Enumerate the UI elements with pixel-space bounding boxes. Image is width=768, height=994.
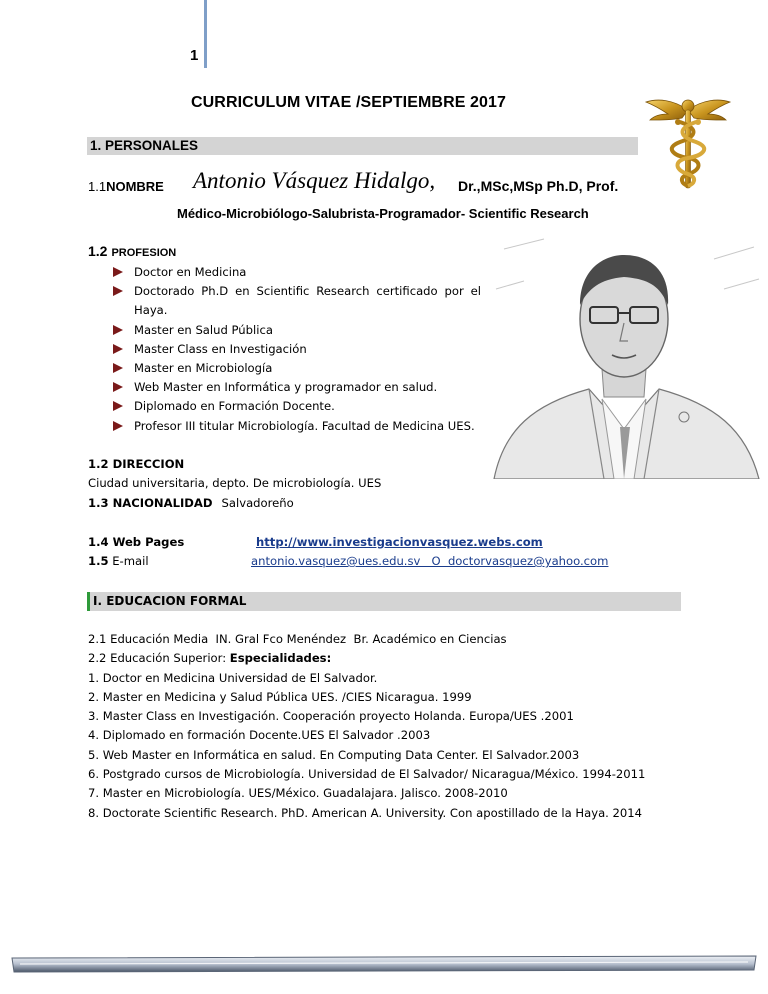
educacion-media: 2.1 Educación Media IN. Gral Fco Menéndez Br. Académico en Ciencias: [88, 632, 507, 646]
nacionalidad-label: 1.3 NACIONALIDAD: [88, 496, 213, 510]
section-personales-heading: 1. PERSONALES: [87, 137, 638, 155]
arrow-bullet-icon: [113, 421, 123, 431]
direccion-heading: 1.2 DIRECCION: [88, 457, 185, 471]
arrow-bullet-icon: [113, 363, 123, 373]
arrow-bullet-icon: [113, 401, 123, 411]
professional-subtitle: Médico-Microbiólogo-Salubrista-Programador- Scientific Research: [177, 206, 589, 221]
list-item: 7. Master en Microbiología. UES/México. Guadalajara. Jalisco. 2008-2010: [88, 786, 508, 801]
arrow-bullet-icon: [113, 344, 123, 354]
profesion-list: [111, 263, 481, 436]
nacionalidad-value: Salvadoreño: [221, 496, 294, 510]
page-number: 1: [190, 47, 199, 64]
arrow-bullet-icon: [113, 382, 123, 392]
arrow-bullet-icon: [113, 267, 123, 277]
educacion-superior-bold: Especialidades:: [229, 651, 332, 666]
list-item: Web Master en Informática y programador en salud.: [111, 378, 481, 397]
email-label-row: [88, 554, 149, 568]
list-item: 5. Web Master en Informática en salud. En Computing Data Center. El Salvador.2003: [88, 747, 580, 762]
profesion-heading: [88, 243, 176, 261]
portrait-photo: [484, 229, 766, 479]
nombre-label: [88, 179, 164, 194]
profesion-label: PROFESION: [111, 247, 177, 259]
list-item: 3. Master Class en Investigación. Cooperación proyecto Holanda. Europa/UES .2001: [88, 709, 574, 724]
direccion-value: Ciudad universitaria, depto. De microbiología. UES: [88, 476, 382, 490]
email-label: E-mail: [112, 554, 149, 568]
list-item: 2. Master en Medicina y Salud Pública UES. /CIES Nicaragua. 1999: [88, 689, 472, 704]
header-rule: [204, 0, 207, 68]
page-title: CURRICULUM VITAE /SEPTIEMBRE 2017: [191, 94, 507, 111]
caduceus-icon: [644, 92, 732, 190]
list-item: 4. Diplomado en formación Docente.UES El Salvador .2003: [88, 728, 431, 743]
list-item: Profesor III titular Microbiología. Facultad de Medicina UES.: [111, 417, 481, 436]
web-label: 1.4 Web Pages: [88, 535, 185, 549]
full-name: Antonio Vásquez Hidalgo,: [193, 168, 436, 193]
web-link[interactable]: http://www.investigacionvasquez.webs.com: [256, 535, 543, 549]
nombre-number: 1.1: [88, 179, 107, 194]
list-item: Doctorado Ph.D en Scientific Research certificado por el Haya.: [111, 282, 481, 320]
profesion-number: 1.2: [88, 243, 108, 259]
list-item: 1. Doctor en Medicina Universidad de El Salvador.: [88, 670, 378, 685]
list-item: Doctor en Medicina: [111, 263, 481, 282]
email-number: 1.5: [88, 554, 109, 568]
arrow-bullet-icon: [113, 325, 123, 335]
list-item: 8. Doctorate Scientific Research. PhD. American A. University. Con apostillado de la Haya. 2014: [88, 805, 643, 820]
list-item: Master en Salud Pública: [111, 321, 481, 340]
list-item: Master en Microbiología: [111, 359, 481, 378]
educacion-superior-label: 2.2 Educación Superior:: [88, 651, 227, 666]
educacion-superior: [88, 649, 708, 668]
nombre-label-text: NOMBRE: [106, 179, 164, 194]
list-item: Diplomado en Formación Docente.: [111, 397, 481, 416]
list-item: Master Class en Investigación: [111, 340, 481, 359]
footer-decoration: [10, 952, 758, 976]
arrow-bullet-icon: [113, 286, 123, 296]
academic-titles: Dr.,MSc,MSp Ph.D, Prof.: [458, 178, 619, 194]
educacion-list: [88, 630, 708, 823]
section-educacion-heading: I. EDUCACION FORMAL: [87, 592, 681, 611]
nacionalidad-row: [88, 496, 294, 510]
list-item: 6. Postgrado cursos de Microbiología. Universidad de El Salvador/ Nicaragua/México. 1994-2011: [88, 767, 646, 782]
email-link[interactable]: antonio.vasquez@ues.edu.sv O doctorvasquez@yahoo.com: [251, 554, 609, 568]
